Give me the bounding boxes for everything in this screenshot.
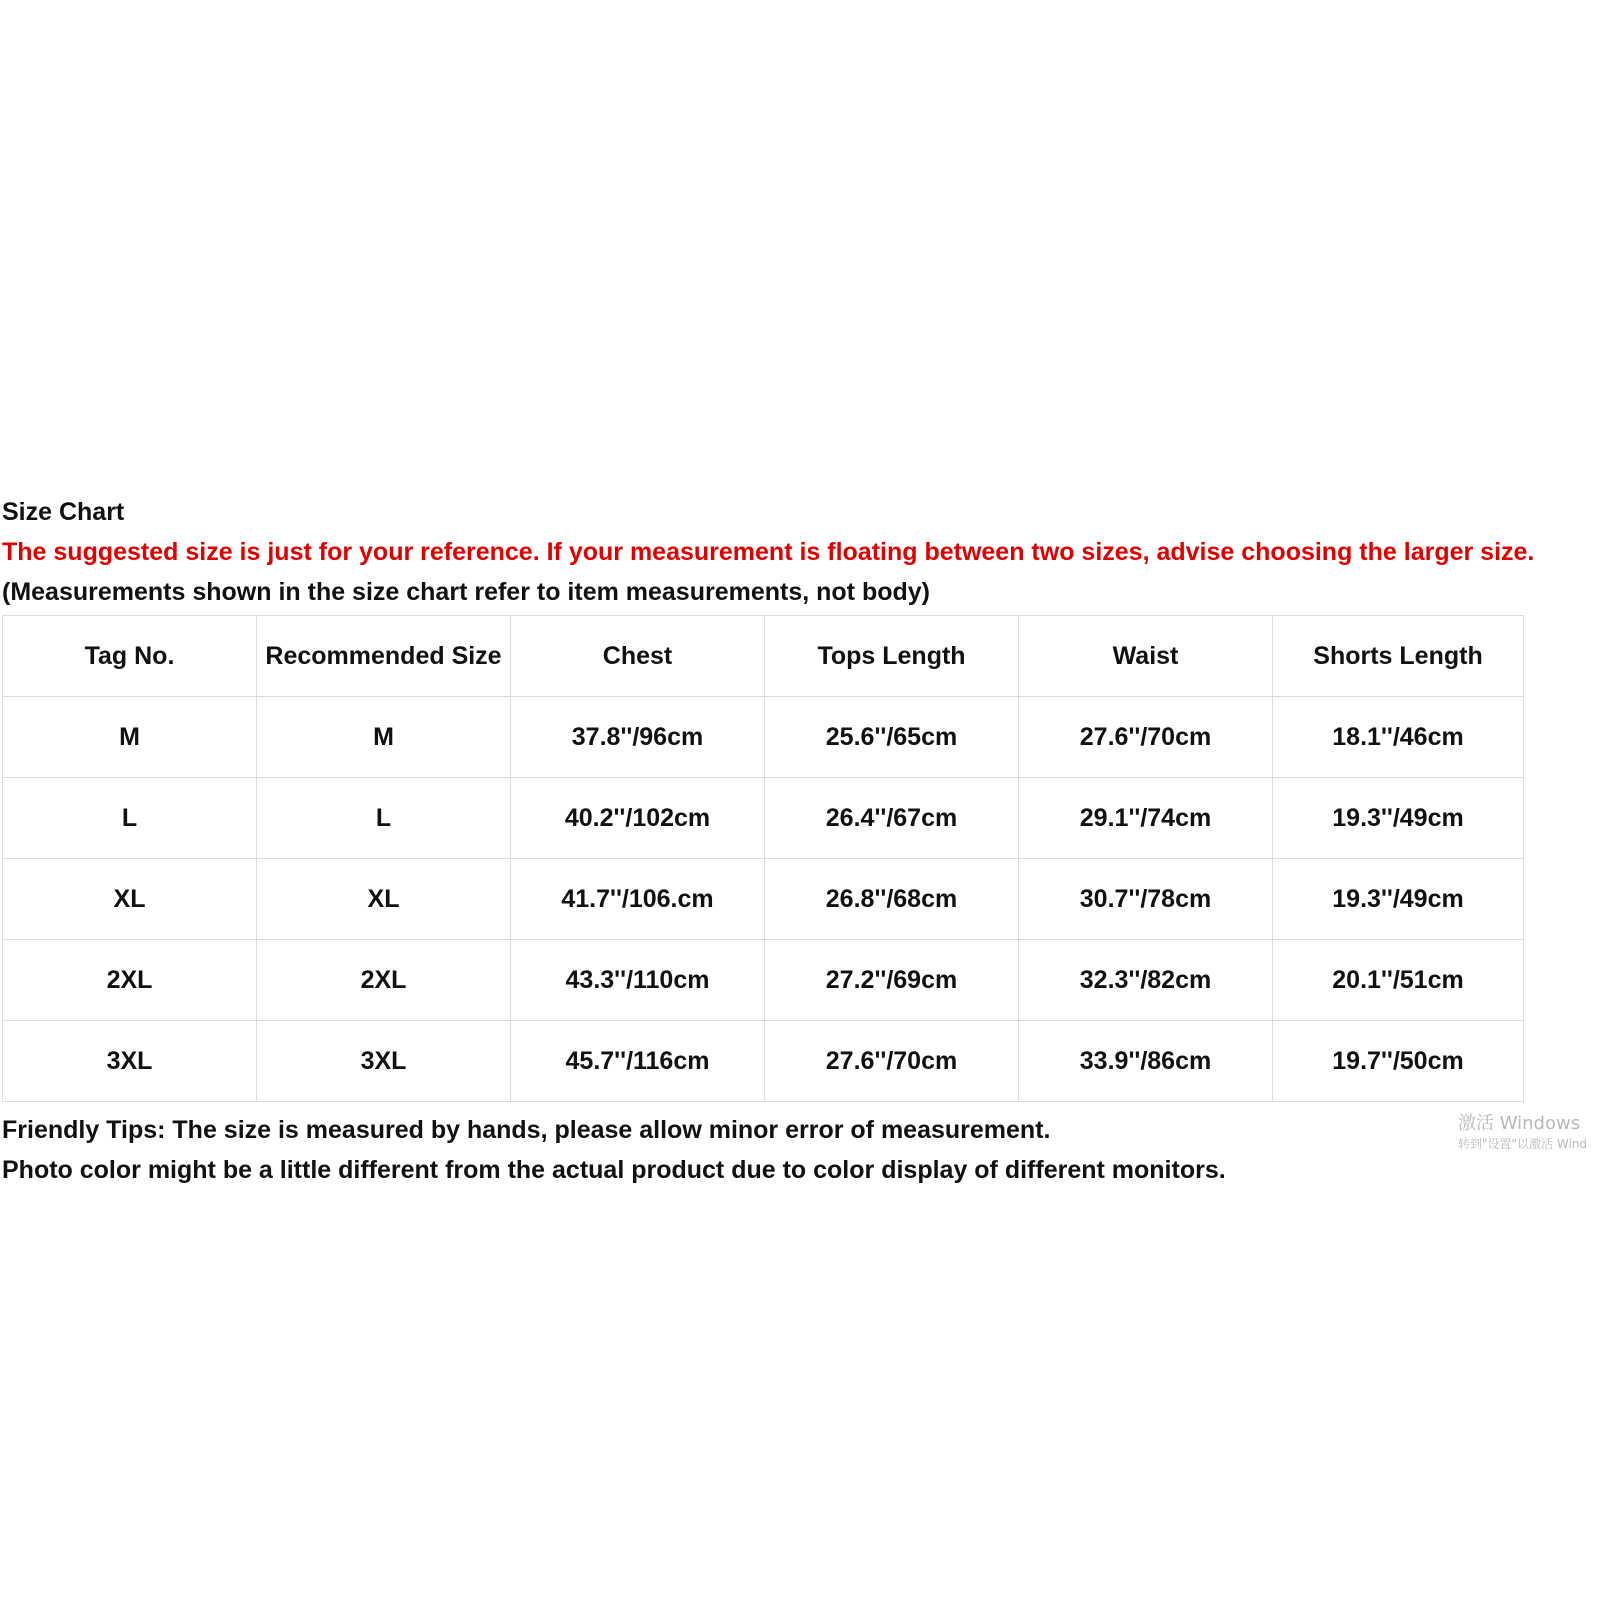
cell-chest: 40.2''/102cm (511, 778, 765, 859)
size-chart-section (2, 492, 1598, 1190)
header-tops-length: Tops Length (765, 616, 1019, 697)
tips-line-measurement: Friendly Tips: The size is measured by hands, please allow minor error of measurement. (2, 1116, 1051, 1144)
cell-chest: 37.8''/96cm (511, 697, 765, 778)
table-header-row (3, 616, 1524, 697)
cell-waist: 29.1''/74cm (1019, 778, 1273, 859)
watermark-main-text: 激活 Windows (1458, 1113, 1581, 1134)
cell-waist: 30.7''/78cm (1019, 859, 1273, 940)
table-row (3, 697, 1524, 778)
cell-tag-no: M (3, 697, 257, 778)
cell-tops-length: 26.4''/67cm (765, 778, 1019, 859)
cell-shorts-length: 19.7''/50cm (1273, 1021, 1524, 1102)
cell-shorts-length: 19.3''/49cm (1273, 778, 1524, 859)
size-table (2, 615, 1524, 1102)
cell-tag-no: L (3, 778, 257, 859)
cell-tag-no: 3XL (3, 1021, 257, 1102)
cell-waist: 27.6''/70cm (1019, 697, 1273, 778)
cell-recommended-size: L (257, 778, 511, 859)
page-title: Size Chart (2, 498, 125, 526)
header-chest: Chest (511, 616, 765, 697)
cell-waist: 33.9''/86cm (1019, 1021, 1273, 1102)
cell-chest: 41.7''/106.cm (511, 859, 765, 940)
table-row (3, 1021, 1524, 1102)
cell-waist: 32.3''/82cm (1019, 940, 1273, 1021)
cell-chest: 45.7''/116cm (511, 1021, 765, 1102)
cell-tops-length: 26.8''/68cm (765, 859, 1019, 940)
cell-recommended-size: M (257, 697, 511, 778)
cell-tops-length: 27.6''/70cm (765, 1021, 1019, 1102)
measurement-note: (Measurements shown in the size chart refer to item measurements, not body) (2, 578, 930, 606)
friendly-tips (2, 1110, 1598, 1190)
watermark-sub-text: 转到"设置"以激活 Wind (1458, 1137, 1588, 1151)
size-notice: The suggested size is just for your reference. If your measurement is floating between two sizes, advise choosing the larger size. (2, 538, 1535, 566)
tips-line-color: Photo color might be a little different from the actual product due to color display of different monitors. (2, 1156, 1226, 1184)
cell-shorts-length: 20.1''/51cm (1273, 940, 1524, 1021)
cell-tag-no: XL (3, 859, 257, 940)
cell-tops-length: 25.6''/65cm (765, 697, 1019, 778)
header-recommended-size: Recommended Size (257, 616, 511, 697)
windows-activation-watermark (1458, 1112, 1587, 1152)
header-tag-no: Tag No. (3, 616, 257, 697)
table-row (3, 859, 1524, 940)
cell-tag-no: 2XL (3, 940, 257, 1021)
cell-recommended-size: 3XL (257, 1021, 511, 1102)
cell-recommended-size: 2XL (257, 940, 511, 1021)
cell-shorts-length: 18.1''/46cm (1273, 697, 1524, 778)
header-waist: Waist (1019, 616, 1273, 697)
cell-chest: 43.3''/110cm (511, 940, 765, 1021)
table-row (3, 940, 1524, 1021)
table-row (3, 778, 1524, 859)
cell-tops-length: 27.2''/69cm (765, 940, 1019, 1021)
cell-shorts-length: 19.3''/49cm (1273, 859, 1524, 940)
header-shorts-length: Shorts Length (1273, 616, 1524, 697)
cell-recommended-size: XL (257, 859, 511, 940)
